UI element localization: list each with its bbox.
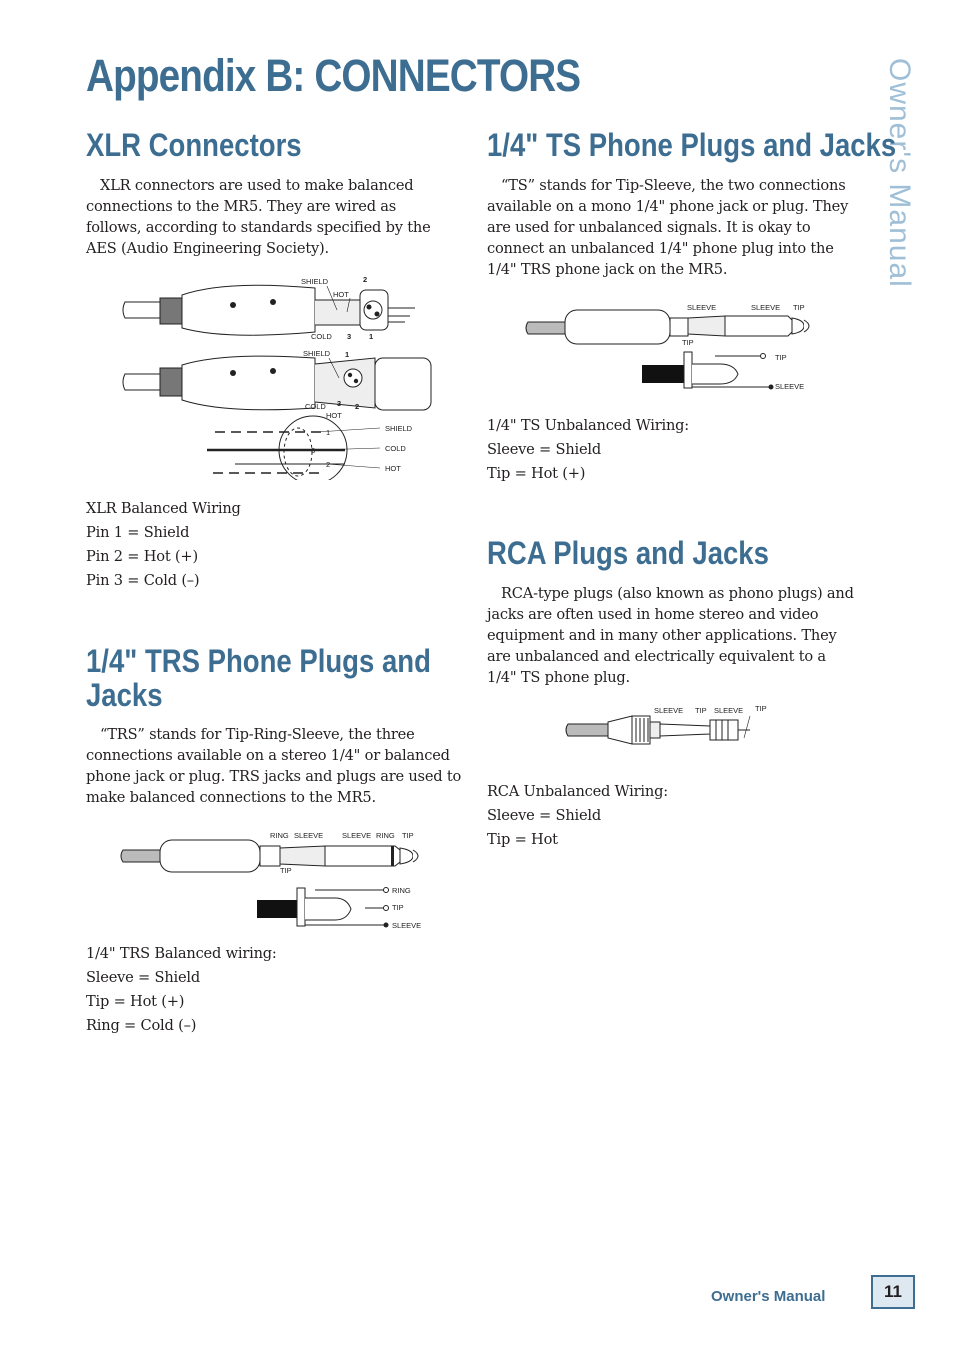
trs-label-sleeve-2: SLEEVE (342, 831, 372, 840)
trs-label-tip: TIP (402, 831, 414, 840)
rca-body: RCA-type plugs (also known as phono plugs) and jacks are often used in home stereo and video equipment and in many other applications. They are unbalanced and electrically equivalent to a 1/4" TS phone plug. (487, 585, 854, 686)
xlr-body: XLR connectors are used to make balanced connections to the MR5. They are wired as follows, according to standards specified by the AES (Audio Engineering Society). (86, 177, 431, 257)
side-label: Owner's Manual (883, 58, 916, 288)
ts-label-tip: TIP (793, 303, 805, 312)
xlr-schematic-hot: HOT (385, 464, 401, 473)
xlr-schematic-pin1: 1 (326, 428, 331, 437)
trs-jack (257, 888, 389, 928)
xlr-heading: XLR Connectors (86, 127, 302, 163)
xlr-wiring-line: Pin 2 = Hot (+) (86, 548, 198, 565)
ts-jack (642, 352, 774, 390)
trs-wiring-line: Tip = Hot (+) (86, 993, 185, 1010)
xlr-male-plug (123, 285, 415, 335)
ts-body: “TS” stands for Tip-Sleeve, the two connections available on a mono 1/4" phone jack or plug. They are used for unbalanced signals. It is okay to connect an unbalanced 1/4" phone plug into the 1/4" TRS phone jack on the MR5. (487, 177, 849, 278)
xlr-schematic-shield: SHIELD (385, 424, 413, 433)
page-number: 11 (871, 1275, 915, 1309)
trs-jack-label-tip: TIP (392, 903, 404, 912)
trs-label-tip-2: TIP (280, 866, 292, 875)
xlr-label-pin2: 2 (363, 275, 368, 284)
rca-wiring (487, 780, 668, 852)
ts-jack-label-sleeve: SLEEVE (775, 382, 805, 391)
xlr-label-pin1-2: 1 (345, 350, 350, 359)
xlr-label-pin2-2: 2 (355, 402, 360, 411)
ts-wiring-line: 1/4" TS Unbalanced Wiring: (487, 417, 690, 434)
xlr-label-cold: COLD (311, 332, 332, 341)
trs-heading-line1: 1/4" TRS Phone Plugs and (86, 643, 431, 679)
xlr-female-plug (123, 356, 431, 410)
ts-jack-label-tip: TIP (775, 353, 787, 362)
xlr-label-pin1: 1 (369, 332, 374, 341)
trs-plug (121, 840, 418, 872)
trs-jack-label-ring: RING (392, 886, 411, 895)
rca-wiring-line: Sleeve = Shield (487, 807, 602, 824)
trs-wiring-line: Ring = Cold (–) (86, 1017, 197, 1034)
rca-heading: RCA Plugs and Jacks (487, 535, 769, 571)
xlr-wiring-line: Pin 1 = Shield (86, 524, 190, 541)
trs-label-ring-2: RING (376, 831, 395, 840)
trs-heading (86, 644, 431, 712)
ts-heading: 1/4" TS Phone Plugs and Jacks (487, 127, 897, 163)
xlr-schematic-pin2: 2 (326, 460, 331, 469)
trs-wiring-line: Sleeve = Shield (86, 969, 201, 986)
ts-plug (526, 310, 809, 344)
xlr-wiring-line: XLR Balanced Wiring (86, 500, 241, 517)
trs-wiring (86, 942, 277, 1038)
xlr-schematic (207, 416, 380, 480)
trs-label-sleeve: SLEEVE (294, 831, 324, 840)
xlr-label-hot: HOT (333, 290, 349, 299)
trs-wiring-line: 1/4" TRS Balanced wiring: (86, 945, 277, 962)
ts-diagram (520, 298, 830, 398)
xlr-label-hot-2: HOT (326, 411, 342, 420)
xlr-wiring-line: Pin 3 = Cold (–) (86, 572, 200, 589)
ts-wiring-line: Sleeve = Shield (487, 441, 602, 458)
trs-heading-line2: Jacks (86, 677, 163, 713)
xlr-label-pin3: 3 (347, 332, 352, 341)
trs-body: “TRS” stands for Tip-Ring-Sleeve, the three connections available on a stereo 1/4" or balanced phone jack or plug. TRS jacks and plugs are used to make balanced connections to the MR5. (86, 726, 462, 806)
ts-wiring-line: Tip = Hot (+) (487, 465, 586, 482)
ts-label-sleeve-2: SLEEVE (751, 303, 781, 312)
trs-label-ring: RING (270, 831, 289, 840)
ts-wiring (487, 414, 689, 486)
xlr-label-pin3-2: 3 (337, 399, 342, 408)
ts-label-sleeve: SLEEVE (687, 303, 717, 312)
xlr-wiring (86, 497, 241, 593)
xlr-label-cold-2: COLD (305, 402, 326, 411)
xlr-schematic-cold: COLD (385, 444, 406, 453)
ts-label-tip-2: TIP (682, 338, 694, 347)
xlr-schematic-pin3: 3 (311, 446, 316, 455)
rca-label-sleeve: SLEEVE (654, 706, 684, 715)
rca-wiring-line: Tip = Hot (487, 831, 558, 848)
rca-label-tip: TIP (695, 706, 707, 715)
trs-jack-label-sleeve: SLEEVE (392, 921, 422, 930)
xlr-diagram (115, 270, 445, 480)
page-title: Appendix B: CONNECTORS (86, 50, 581, 101)
rca-wiring-line: RCA Unbalanced Wiring: (487, 783, 668, 800)
xlr-label-shield-2: SHIELD (303, 349, 331, 358)
footer-label: Owner's Manual (711, 1288, 826, 1305)
rca-diagram (560, 700, 780, 750)
rca-plug (566, 716, 750, 744)
rca-label-tip-2: TIP (755, 704, 767, 713)
rca-label-sleeve-2: SLEEVE (714, 706, 744, 715)
xlr-label-shield: SHIELD (301, 277, 329, 286)
trs-diagram (115, 828, 435, 938)
